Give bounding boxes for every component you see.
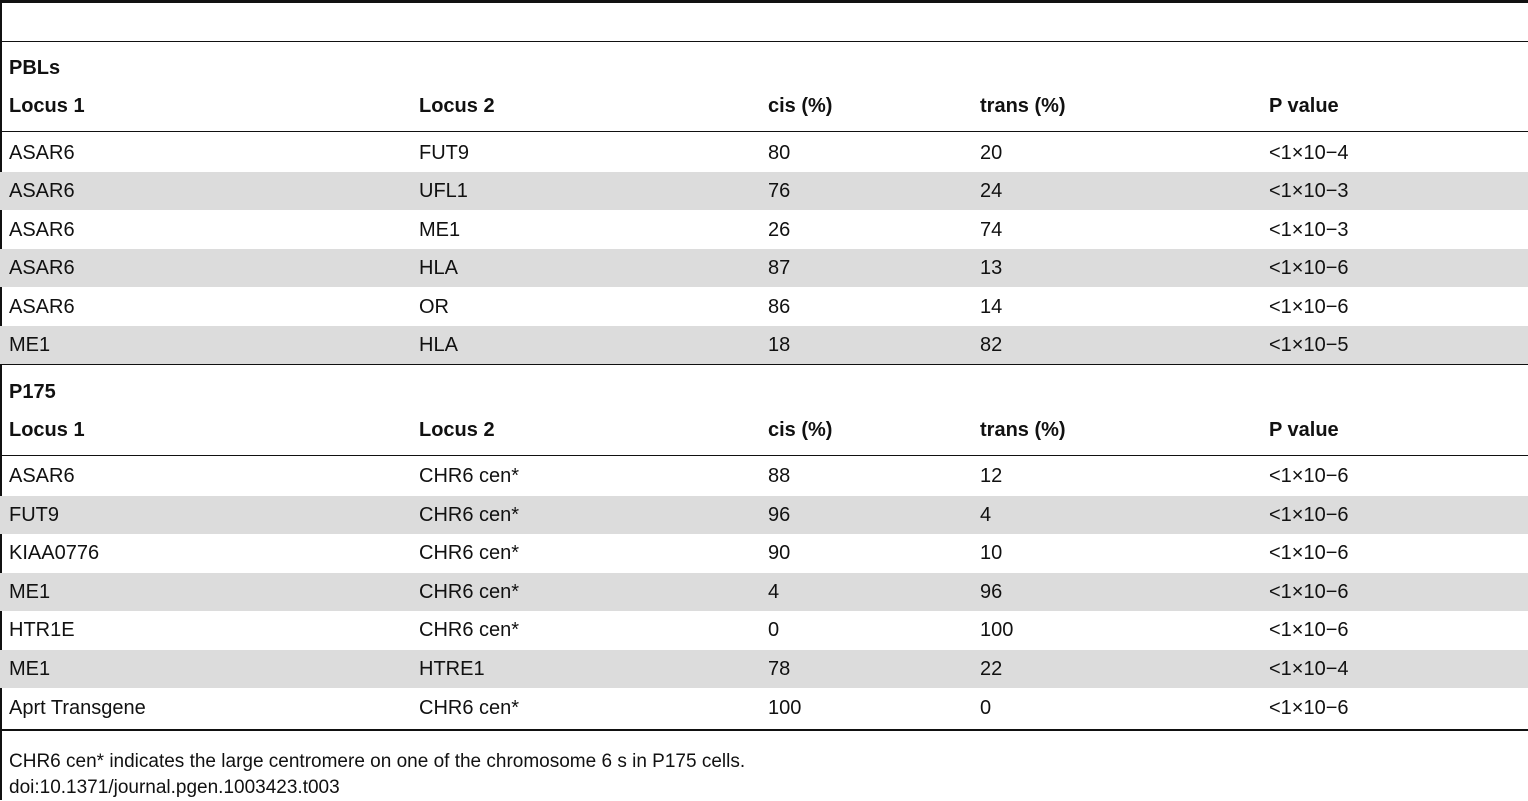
- cell-cis: 96: [768, 504, 791, 526]
- cell-cis: 80: [768, 142, 791, 164]
- cell-pvalue: <1×10−3: [1269, 219, 1349, 241]
- header-underline: [0, 131, 1528, 132]
- cell-locus1: ASAR6: [9, 296, 75, 318]
- cell-cis: 4: [768, 581, 780, 603]
- col-header-locus1: Locus 1: [9, 419, 85, 441]
- cell-cis: 0: [768, 619, 780, 641]
- table-row: [0, 611, 1528, 649]
- cell-locus1: ME1: [9, 334, 51, 356]
- section-divider-rule: [0, 364, 1528, 365]
- table-row: [0, 496, 1528, 534]
- table-row: [0, 650, 1528, 688]
- cell-cis: 86: [768, 296, 791, 318]
- section-title-p175: P175: [9, 381, 56, 403]
- table-row: [0, 573, 1528, 611]
- cell-cis: 76: [768, 180, 791, 202]
- col-header-pvalue: P value: [1269, 419, 1339, 441]
- col-header-locus1: Locus 1: [9, 95, 85, 117]
- table-row: [0, 134, 1528, 172]
- cell-locus2: CHR6 cen*: [419, 697, 520, 719]
- doi-link[interactable]: doi:10.1371/journal.pgen.1003423.t003: [9, 777, 340, 798]
- cell-pvalue: <1×10−6: [1269, 542, 1349, 564]
- table-row: [0, 326, 1528, 364]
- table-bottom-rule: [0, 729, 1528, 731]
- col-header-pvalue: P value: [1269, 95, 1339, 117]
- cell-pvalue: <1×10−6: [1269, 257, 1349, 279]
- table-header-rule: [0, 41, 1528, 42]
- col-header-locus2: Locus 2: [419, 95, 495, 117]
- table-top-rule: [0, 0, 1528, 3]
- cell-locus1: FUT9: [9, 504, 59, 526]
- cell-trans: 20: [980, 142, 1003, 164]
- cell-trans: 0: [980, 697, 992, 719]
- column-header-row: [0, 411, 1528, 449]
- cell-locus2: ME1: [419, 219, 461, 241]
- cell-locus2: HLA: [419, 257, 458, 279]
- col-header-locus2: Locus 2: [419, 419, 495, 441]
- cell-locus2: FUT9: [419, 142, 469, 164]
- cell-locus1: Aprt Transgene: [9, 697, 146, 719]
- cell-locus2: CHR6 cen*: [419, 504, 520, 526]
- cell-cis: 100: [768, 697, 802, 719]
- cell-cis: 78: [768, 658, 791, 680]
- cell-pvalue: <1×10−6: [1269, 296, 1349, 318]
- cell-cis: 87: [768, 257, 791, 279]
- cell-locus1: KIAA0776: [9, 542, 100, 564]
- cell-pvalue: <1×10−6: [1269, 504, 1349, 526]
- cell-locus2: CHR6 cen*: [419, 581, 520, 603]
- cell-pvalue: <1×10−4: [1269, 658, 1349, 680]
- cell-locus1: HTR1E: [9, 619, 75, 641]
- cell-pvalue: <1×10−6: [1269, 619, 1349, 641]
- table-row: [0, 249, 1528, 287]
- cell-trans: 10: [980, 542, 1003, 564]
- table-footnote: CHR6 cen* indicates the large centromere on one of the chromosome 6 s in P175 cells.: [9, 751, 746, 772]
- cell-pvalue: <1×10−5: [1269, 334, 1349, 356]
- cell-trans: 12: [980, 465, 1003, 487]
- cell-locus2: UFL1: [419, 180, 468, 202]
- cell-pvalue: <1×10−6: [1269, 581, 1349, 603]
- cell-trans: 74: [980, 219, 1003, 241]
- cell-pvalue: <1×10−6: [1269, 697, 1349, 719]
- cell-locus1: ASAR6: [9, 465, 75, 487]
- cell-locus1: ASAR6: [9, 219, 75, 241]
- cell-locus1: ASAR6: [9, 257, 75, 279]
- cell-cis: 26: [768, 219, 791, 241]
- cell-pvalue: <1×10−6: [1269, 465, 1349, 487]
- table-row: [0, 534, 1528, 572]
- table-row: [0, 288, 1528, 326]
- cell-locus1: ASAR6: [9, 180, 75, 202]
- cell-locus2: OR: [419, 296, 449, 318]
- cell-locus2: CHR6 cen*: [419, 619, 520, 641]
- column-header-row: [0, 87, 1528, 125]
- table-row: [0, 172, 1528, 210]
- cell-locus1: ME1: [9, 581, 51, 603]
- header-underline: [0, 455, 1528, 456]
- cell-trans: 4: [980, 504, 992, 526]
- table-row: [0, 457, 1528, 495]
- cell-cis: 18: [768, 334, 791, 356]
- cell-pvalue: <1×10−3: [1269, 180, 1349, 202]
- cell-cis: 90: [768, 542, 791, 564]
- cell-cis: 88: [768, 465, 791, 487]
- col-header-cis: cis (%): [768, 419, 833, 441]
- col-header-trans: trans (%): [980, 95, 1066, 117]
- cell-pvalue: <1×10−4: [1269, 142, 1349, 164]
- cell-locus1: ASAR6: [9, 142, 75, 164]
- cell-locus2: HTRE1: [419, 658, 485, 680]
- section-title-pbls: PBLs: [9, 57, 61, 79]
- cell-trans: 22: [980, 658, 1003, 680]
- cell-locus2: CHR6 cen*: [419, 542, 520, 564]
- col-header-cis: cis (%): [768, 95, 833, 117]
- cell-trans: 96: [980, 581, 1003, 603]
- col-header-trans: trans (%): [980, 419, 1066, 441]
- table-row: [0, 689, 1528, 727]
- table-row: [0, 211, 1528, 249]
- cell-locus1: ME1: [9, 658, 51, 680]
- cell-trans: 100: [980, 619, 1014, 641]
- cell-locus2: HLA: [419, 334, 458, 356]
- cell-trans: 24: [980, 180, 1003, 202]
- cell-locus2: CHR6 cen*: [419, 465, 520, 487]
- cell-trans: 82: [980, 334, 1003, 356]
- cell-trans: 13: [980, 257, 1003, 279]
- cell-trans: 14: [980, 296, 1003, 318]
